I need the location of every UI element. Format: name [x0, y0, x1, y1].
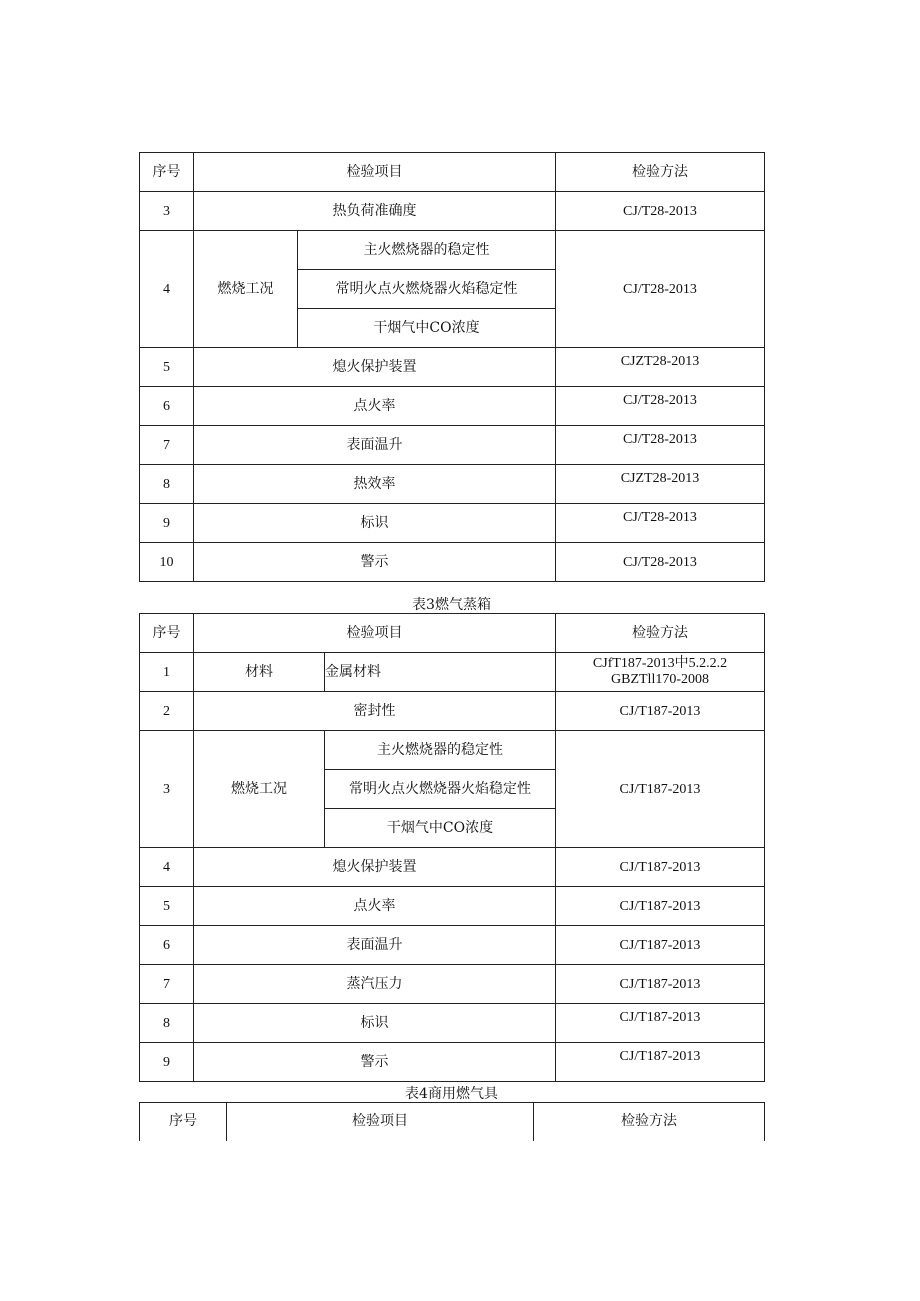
row-sub-item: 主火燃烧器的稳定性 [298, 231, 556, 270]
header-method: 检验方法 [534, 1103, 765, 1141]
table-row [140, 692, 765, 731]
table-row [140, 348, 765, 387]
table-row [140, 387, 765, 426]
row-no: 1 [140, 653, 194, 692]
row-item: 热效率 [194, 465, 556, 504]
row-group: 燃烧工况 [194, 731, 325, 848]
table-header-row [140, 614, 765, 653]
table-row [140, 926, 765, 965]
row-no: 5 [140, 348, 194, 387]
row-item: 标识 [194, 1004, 556, 1043]
row-no: 3 [140, 192, 194, 231]
row-no: 6 [140, 926, 194, 965]
row-no: 9 [140, 504, 194, 543]
row-item: 熄火保护装置 [194, 348, 556, 387]
row-method: CJ/T187-2013 [556, 1004, 765, 1043]
row-method: CJ/T187-2013 [556, 1043, 765, 1082]
table-header-row [140, 153, 765, 192]
row-item: 点火率 [194, 387, 556, 426]
row-item: 密封性 [194, 692, 556, 731]
row-no: 5 [140, 887, 194, 926]
row-item: 标识 [194, 504, 556, 543]
row-no: 2 [140, 692, 194, 731]
row-item: 熄火保护装置 [194, 848, 556, 887]
row-item: 警示 [194, 543, 556, 582]
table-row [140, 731, 765, 770]
row-item: 热负荷准确度 [194, 192, 556, 231]
table-row [140, 848, 765, 887]
table-caption: 表4商用燃气具 [405, 1086, 498, 1102]
row-no: 10 [140, 543, 194, 582]
row-item: 点火率 [194, 887, 556, 926]
row-sub-item: 主火燃烧器的稳定性 [325, 731, 556, 770]
table-2 [139, 613, 765, 1082]
header-no: 序号 [140, 614, 194, 653]
table-row [140, 504, 765, 543]
row-no: 4 [140, 848, 194, 887]
row-sub-item: 干烟气中CO浓度 [298, 309, 556, 348]
table-header-row [140, 1103, 765, 1141]
method-line-1: CJfT187-2013中5.2.2.2 [592, 656, 728, 671]
row-group: 材料 [194, 653, 325, 692]
row-method: CJ/T28-2013 [556, 231, 765, 348]
header-no: 序号 [140, 153, 194, 192]
header-item: 检验项目 [194, 614, 556, 653]
table-row [140, 543, 765, 582]
row-sub-item: 干烟气中CO浓度 [325, 809, 556, 848]
row-method: CJ/T28-2013 [556, 426, 765, 465]
row-method: CJ/T187-2013 [556, 848, 765, 887]
row-item: 表面温升 [194, 926, 556, 965]
row-method: CJ/T187-2013 [556, 692, 765, 731]
row-no: 3 [140, 731, 194, 848]
header-item: 检验项目 [227, 1103, 534, 1141]
table-row [140, 231, 765, 270]
row-method: CJ/T187-2013 [556, 926, 765, 965]
table-row [140, 192, 765, 231]
table-row [140, 1004, 765, 1043]
row-sub-item: 常明火点火燃烧器火焰稳定性 [298, 270, 556, 309]
table-row [140, 653, 765, 692]
row-method: CJ/T187-2013 [556, 965, 765, 1004]
row-method: CJZT28-2013 [556, 348, 765, 387]
method-line-2: GBZTll170-2008 [611, 672, 709, 687]
table-caption: 表3燃气蒸箱 [412, 597, 491, 613]
row-no: 8 [140, 465, 194, 504]
table-row [140, 426, 765, 465]
row-method: CJ/T28-2013 [556, 387, 765, 426]
row-method: CJ/T28-2013 [556, 192, 765, 231]
row-item: 表面温升 [194, 426, 556, 465]
row-no: 6 [140, 387, 194, 426]
row-no: 8 [140, 1004, 194, 1043]
header-item: 检验项目 [194, 153, 556, 192]
row-no: 7 [140, 965, 194, 1004]
header-method: 检验方法 [556, 153, 765, 192]
table-row [140, 887, 765, 926]
header-no: 序号 [140, 1103, 227, 1141]
row-sub-item: 金属材料 [325, 653, 556, 692]
table-row [140, 965, 765, 1004]
row-method [556, 653, 765, 692]
header-method: 检验方法 [556, 614, 765, 653]
row-no: 4 [140, 231, 194, 348]
row-method: CJ/T28-2013 [556, 504, 765, 543]
row-item: 蒸汽压力 [194, 965, 556, 1004]
row-sub-item: 常明火点火燃烧器火焰稳定性 [325, 770, 556, 809]
row-no: 9 [140, 1043, 194, 1082]
row-method: CJ/T28-2013 [556, 543, 765, 582]
row-item: 警示 [194, 1043, 556, 1082]
row-group: 燃烧工况 [194, 231, 298, 348]
table-3 [139, 1102, 765, 1141]
row-no: 7 [140, 426, 194, 465]
row-method: CJ/T187-2013 [556, 887, 765, 926]
table-1 [139, 152, 765, 582]
table-row [140, 1043, 765, 1082]
row-method: CJ/T187-2013 [556, 731, 765, 848]
row-method: CJZT28-2013 [556, 465, 765, 504]
table-row [140, 465, 765, 504]
